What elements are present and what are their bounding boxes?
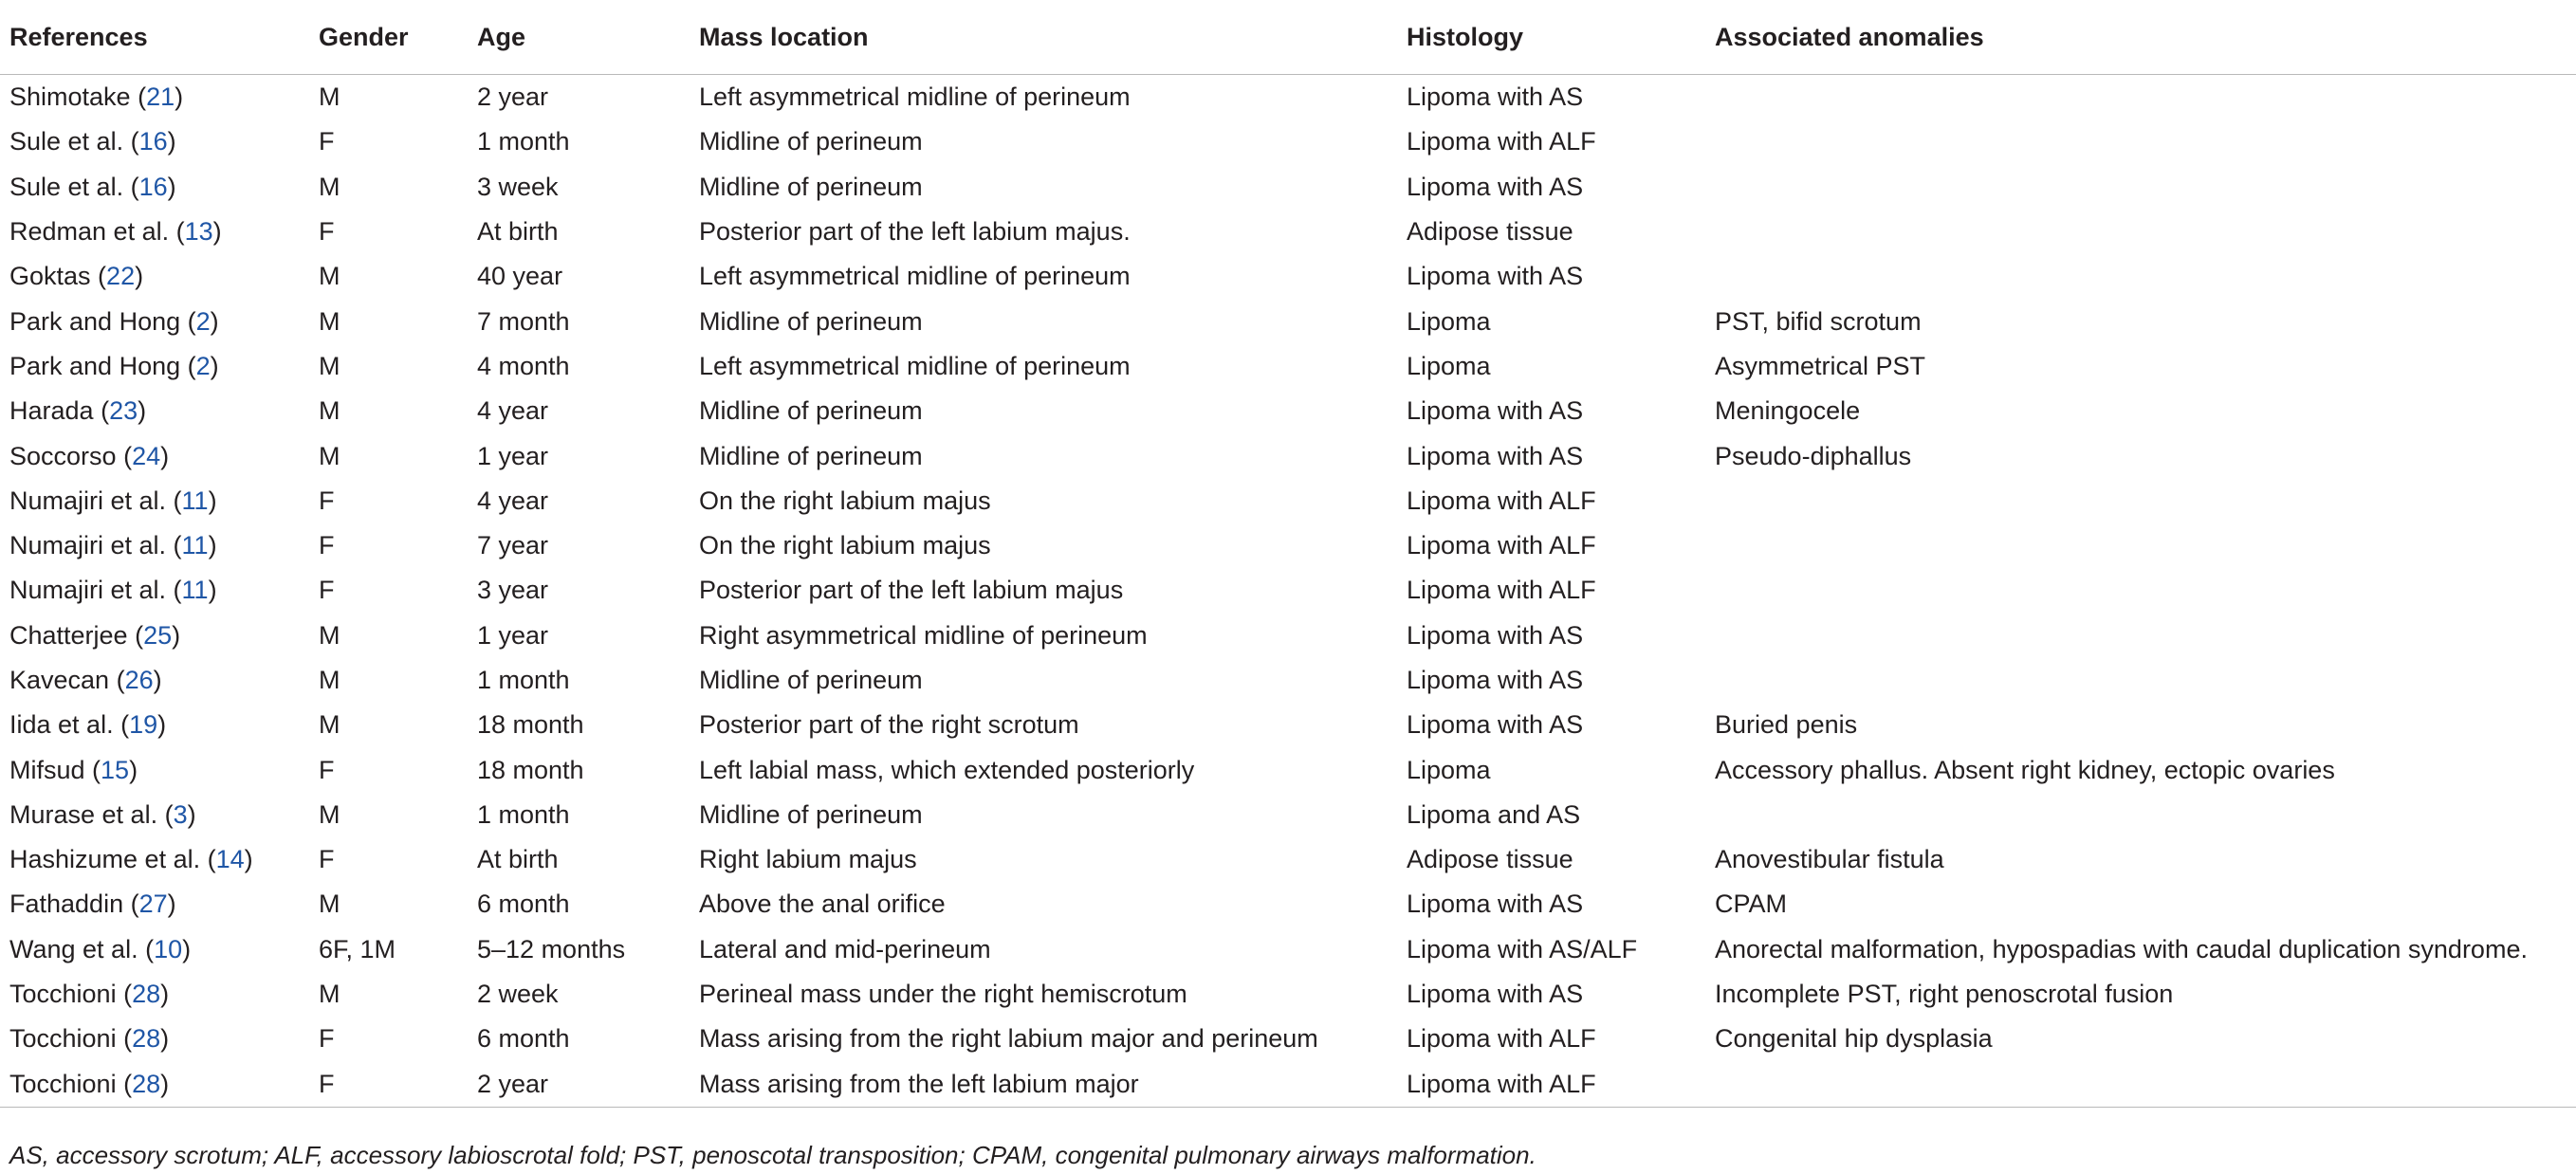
- reference-number-link[interactable]: 22: [106, 262, 136, 291]
- cell-gender: M: [319, 890, 340, 919]
- reference-author: Murase et al.: [9, 799, 158, 829]
- cell-gender: M: [319, 620, 340, 650]
- header-histology: Histology: [1397, 0, 1705, 75]
- cell-age: 1 month: [477, 799, 570, 829]
- cell-histology: Adipose tissue: [1407, 217, 1573, 247]
- table-row: [0, 389, 2576, 433]
- cell-histology: Lipoma with AS: [1407, 620, 1584, 650]
- cell-associated-anomalies: Incomplete PST, right penoscrotal fusion: [1715, 980, 2174, 1009]
- reference-author: Mifsud: [9, 755, 85, 784]
- cell-gender: F: [319, 576, 335, 605]
- cell-associated-anomalies: Buried penis: [1715, 710, 1858, 740]
- cell-mass-location: Midline of perineum: [699, 441, 923, 470]
- cell-reference: Numajiri et al. (11): [9, 531, 217, 560]
- cell-gender: F: [319, 127, 335, 156]
- cell-mass-location: Left asymmetrical midline of perineum: [699, 351, 1131, 380]
- reference-author: Park and Hong: [9, 351, 181, 380]
- reference-author: Fathaddin: [9, 890, 124, 919]
- cell-mass-location: Posterior part of the left labium majus.: [699, 217, 1131, 247]
- cell-mass-location: Midline of perineum: [699, 396, 923, 426]
- cell-histology: Lipoma with AS: [1407, 666, 1584, 694]
- cell-histology: Lipoma with AS: [1407, 890, 1584, 919]
- cell-histology: Lipoma and AS: [1407, 799, 1581, 829]
- cell-histology: Adipose tissue: [1407, 845, 1573, 874]
- reference-number-link[interactable]: 24: [132, 441, 161, 470]
- cell-associated-anomalies: [1705, 75, 2576, 120]
- header-references: References: [0, 0, 309, 75]
- reference-number-link[interactable]: 28: [132, 1069, 161, 1098]
- cell-age: 6 month: [477, 1024, 570, 1054]
- cell-associated-anomalies: Anovestibular fistula: [1715, 845, 1944, 874]
- cell-reference: Sule et al. (16): [9, 127, 176, 156]
- cell-reference: Redman et al. (13): [9, 217, 222, 247]
- cell-reference: Soccorso (24): [9, 441, 170, 470]
- table-row: [0, 658, 2576, 703]
- cell-histology: Lipoma with ALF: [1397, 1062, 1705, 1108]
- cell-age: 18 month: [477, 710, 584, 740]
- cell-age: 6 month: [477, 890, 570, 919]
- header-mass-location: Mass location: [690, 0, 1397, 75]
- table-row: [0, 972, 2576, 1017]
- cell-histology: Lipoma with ALF: [1407, 1024, 1596, 1054]
- cell-gender: F: [309, 1062, 468, 1108]
- table-row: [0, 1062, 2576, 1108]
- cell-age: 18 month: [477, 755, 584, 784]
- cell-gender: F: [319, 486, 335, 515]
- reference-author: Wang et al.: [9, 934, 138, 963]
- cell-age: 4 year: [477, 396, 549, 426]
- cell-associated-anomalies: Accessory phallus. Absent right kidney, ectopic ovaries: [1715, 755, 2335, 784]
- reference-number-link[interactable]: 14: [215, 845, 245, 874]
- cell-mass-location: Right asymmetrical midline of perineum: [699, 620, 1148, 650]
- reference-author: Hashizume et al.: [9, 845, 201, 874]
- cell-reference: Park and Hong (2): [9, 351, 219, 380]
- cell-gender: F: [319, 217, 335, 247]
- reference-number-link[interactable]: 19: [129, 710, 158, 740]
- cell-associated-anomalies: Anorectal malformation, hypospadias with caudal duplication syndrome.: [1715, 934, 2528, 963]
- cell-age: 3 year: [477, 576, 549, 605]
- cell-mass-location: Midline of perineum: [699, 666, 923, 694]
- cell-age: 7 month: [477, 306, 570, 336]
- cell-associated-anomalies: [1705, 793, 2576, 837]
- cell-mass-location: Midline of perineum: [699, 172, 923, 201]
- cell-gender: M: [319, 666, 340, 694]
- cell-reference: Fathaddin (27): [9, 890, 176, 919]
- cell-age: At birth: [477, 217, 559, 247]
- reference-author: Tocchioni: [9, 980, 117, 1009]
- reference-number-link[interactable]: 3: [173, 799, 188, 829]
- cell-mass-location: Midline of perineum: [699, 306, 923, 336]
- cell-mass-location: On the right labium majus: [699, 486, 991, 515]
- cell-reference: Chatterjee (25): [9, 620, 181, 650]
- cell-mass-location: Left asymmetrical midline of perineum: [699, 83, 1131, 112]
- reference-author: Iida et al.: [9, 710, 114, 740]
- reference-number-link[interactable]: 23: [109, 396, 138, 426]
- table-row: [0, 210, 2576, 254]
- cell-reference: Iida et al. (19): [9, 710, 167, 740]
- cell-age: 4 year: [477, 486, 549, 515]
- cell-associated-anomalies: [1705, 1062, 2576, 1108]
- header-associated-anomalies: Associated anomalies: [1705, 0, 2576, 75]
- cell-mass-location: Right labium majus: [699, 845, 917, 874]
- table-row: [0, 568, 2576, 613]
- table-row: [0, 927, 2576, 972]
- reference-author: Sule et al.: [9, 127, 124, 156]
- table-row: [0, 254, 2576, 299]
- reference-number-link[interactable]: 28: [132, 1024, 161, 1054]
- cell-mass-location: On the right labium majus: [699, 531, 991, 560]
- cell-associated-anomalies: PST, bifid scrotum: [1715, 306, 1922, 336]
- cell-age: 1 year: [477, 620, 549, 650]
- table-row: [0, 793, 2576, 837]
- cell-gender: M: [319, 396, 340, 426]
- cell-age: 2 year: [468, 1062, 690, 1108]
- cell-associated-anomalies: Pseudo-diphallus: [1715, 441, 1912, 470]
- cell-mass-location: Midline of perineum: [699, 127, 923, 156]
- cell-reference: Harada (23): [9, 396, 147, 426]
- cell-age: 3 week: [477, 172, 559, 201]
- cell-mass-location: Lateral and mid-perineum: [699, 934, 991, 963]
- cell-histology: Lipoma with AS: [1407, 83, 1584, 112]
- cell-gender: F: [319, 1024, 335, 1054]
- reference-number-link[interactable]: 21: [146, 83, 175, 112]
- cell-histology: Lipoma: [1407, 755, 1491, 784]
- cell-reference: Numajiri et al. (11): [9, 486, 217, 515]
- cell-gender: M: [319, 710, 340, 740]
- cell-histology: Lipoma with AS: [1407, 262, 1584, 291]
- cell-associated-anomalies: [1705, 479, 2576, 523]
- reference-number-link[interactable]: 10: [154, 934, 183, 963]
- cell-gender: M: [319, 83, 340, 112]
- cell-mass-location: Mass arising from the left labium major: [690, 1062, 1397, 1108]
- table-row: [0, 75, 2576, 120]
- cell-reference: Park and Hong (2): [9, 306, 219, 336]
- cell-gender: M: [319, 172, 340, 201]
- reference-author: Chatterjee: [9, 620, 128, 650]
- reference-author: Shimotake: [9, 83, 131, 112]
- reference-author: Harada: [9, 396, 94, 426]
- reference-author: Park and Hong: [9, 306, 181, 336]
- table-row: [0, 1017, 2576, 1061]
- cell-histology: Lipoma: [1407, 306, 1491, 336]
- cell-histology: Lipoma with ALF: [1407, 127, 1596, 156]
- cell-reference: Murase et al. (3): [9, 799, 196, 829]
- cell-reference: Mifsud (15): [9, 755, 138, 784]
- cell-reference: Wang et al. (10): [9, 934, 192, 963]
- cell-reference: Shimotake (21): [9, 83, 184, 112]
- cell-histology: Lipoma: [1407, 351, 1491, 380]
- reference-author: Tocchioni: [9, 1024, 117, 1054]
- cell-reference: Kavecan (26): [9, 666, 162, 694]
- cell-reference: Sule et al. (16): [9, 172, 176, 201]
- cell-histology: Lipoma with AS: [1407, 396, 1584, 426]
- cell-associated-anomalies: [1705, 165, 2576, 210]
- cell-reference: Goktas (22): [9, 262, 144, 291]
- table-row: [0, 165, 2576, 210]
- cell-mass-location: Midline of perineum: [699, 799, 923, 829]
- cell-associated-anomalies: Meningocele: [1715, 396, 1861, 426]
- cell-mass-location: Left labial mass, which extended posteriorly: [699, 755, 1195, 784]
- cell-gender: M: [319, 441, 340, 470]
- reference-author: Sule et al.: [9, 172, 124, 201]
- reference-author: Redman et al.: [9, 217, 170, 247]
- cell-reference: Tocchioni (28): [0, 1062, 309, 1108]
- reference-author: Numajiri et al.: [9, 576, 167, 605]
- cell-associated-anomalies: [1705, 119, 2576, 164]
- cell-gender: F: [319, 845, 335, 874]
- cell-associated-anomalies: CPAM: [1715, 890, 1788, 919]
- cell-age: 2 year: [477, 83, 549, 112]
- cell-associated-anomalies: [1705, 568, 2576, 613]
- cell-age: 1 month: [477, 127, 570, 156]
- cell-age: 1 month: [477, 666, 570, 694]
- cell-histology: Lipoma with ALF: [1407, 486, 1596, 515]
- cell-histology: Lipoma with AS: [1407, 441, 1584, 470]
- cell-mass-location: Mass arising from the right labium major and perineum: [699, 1024, 1318, 1054]
- cell-mass-location: Posterior part of the left labium majus: [699, 576, 1124, 605]
- cell-histology: Lipoma with ALF: [1407, 576, 1596, 605]
- reference-number-link[interactable]: 16: [138, 172, 168, 201]
- cell-associated-anomalies: [1705, 210, 2576, 254]
- table-row: [0, 523, 2576, 568]
- header-age: Age: [468, 0, 690, 75]
- reference-author: Numajiri et al.: [9, 531, 167, 560]
- table-row: [0, 747, 2576, 792]
- table-row: [0, 119, 2576, 164]
- cell-associated-anomalies: Congenital hip dysplasia: [1715, 1024, 1993, 1054]
- cell-mass-location: Perineal mass under the right hemiscrotum: [699, 980, 1187, 1009]
- cell-associated-anomalies: [1705, 614, 2576, 658]
- header-gender: Gender: [309, 0, 468, 75]
- reference-author: Goktas: [9, 262, 91, 291]
- table-row: [0, 433, 2576, 478]
- cell-histology: Lipoma with AS: [1407, 172, 1584, 201]
- reference-number-link[interactable]: 15: [101, 755, 130, 784]
- cell-gender: M: [319, 306, 340, 336]
- cell-gender: 6F, 1M: [319, 934, 396, 963]
- reference-author: Kavecan: [9, 666, 110, 694]
- cell-reference: Hashizume et al. (14): [9, 845, 253, 874]
- reference-author: Tocchioni: [9, 1069, 117, 1098]
- cell-age: At birth: [477, 845, 559, 874]
- reference-number-link[interactable]: 13: [184, 217, 213, 247]
- table-row: [0, 479, 2576, 523]
- reference-author: Soccorso: [9, 441, 117, 470]
- reference-number-link[interactable]: 16: [138, 127, 168, 156]
- cell-gender: M: [319, 799, 340, 829]
- table-footnote: AS, accessory scrotum; ALF, accessory labioscrotal fold; PST, penoscotal transposition; CPAM, congenital pulmonary airways malformation.: [9, 1141, 1536, 1169]
- cell-histology: Lipoma with ALF: [1407, 531, 1596, 560]
- reference-number-link[interactable]: 26: [124, 666, 154, 694]
- cell-age: 7 year: [477, 531, 549, 560]
- cell-associated-anomalies: Asymmetrical PST: [1715, 351, 1926, 380]
- reference-number-link[interactable]: 11: [181, 486, 209, 515]
- cell-age: 5–12 months: [477, 934, 626, 963]
- reference-number-link[interactable]: 28: [132, 980, 161, 1009]
- reference-number-link[interactable]: 2: [195, 351, 211, 380]
- table-header-row: [0, 0, 2576, 75]
- cell-associated-anomalies: [1705, 523, 2576, 568]
- cell-histology: Lipoma with AS: [1407, 980, 1584, 1009]
- cell-gender: M: [319, 351, 340, 380]
- cell-reference: Tocchioni (28): [9, 980, 170, 1009]
- cell-histology: Lipoma with AS: [1407, 710, 1584, 740]
- cell-associated-anomalies: [1705, 254, 2576, 299]
- cell-age: 4 month: [477, 351, 570, 380]
- cell-mass-location: Left asymmetrical midline of perineum: [699, 262, 1131, 291]
- reference-number-link[interactable]: 11: [181, 531, 209, 560]
- cell-gender: M: [319, 980, 340, 1009]
- table-row: [0, 837, 2576, 882]
- cell-reference: Numajiri et al. (11): [9, 576, 217, 605]
- cell-gender: M: [319, 262, 340, 291]
- table-row: [0, 882, 2576, 926]
- table-body: [0, 75, 2576, 1108]
- cell-gender: F: [319, 755, 335, 784]
- cell-age: 2 week: [477, 980, 559, 1009]
- reference-number-link[interactable]: 2: [195, 306, 211, 336]
- cell-mass-location: Above the anal orifice: [699, 890, 946, 919]
- reference-number-link[interactable]: 11: [181, 576, 209, 605]
- reference-author: Numajiri et al.: [9, 486, 167, 515]
- cell-gender: F: [319, 531, 335, 560]
- table-row: [0, 614, 2576, 658]
- cell-age: 40 year: [477, 262, 563, 291]
- cell-age: 1 year: [477, 441, 549, 470]
- table-row: [0, 703, 2576, 747]
- table-row: [0, 299, 2576, 343]
- cell-associated-anomalies: [1705, 658, 2576, 703]
- cell-mass-location: Posterior part of the right scrotum: [699, 710, 1079, 740]
- table-row: [0, 344, 2576, 389]
- reference-number-link[interactable]: 27: [138, 890, 168, 919]
- reference-number-link[interactable]: 25: [143, 620, 173, 650]
- cell-reference: Tocchioni (28): [9, 1024, 170, 1054]
- cell-histology: Lipoma with AS/ALF: [1407, 934, 1638, 963]
